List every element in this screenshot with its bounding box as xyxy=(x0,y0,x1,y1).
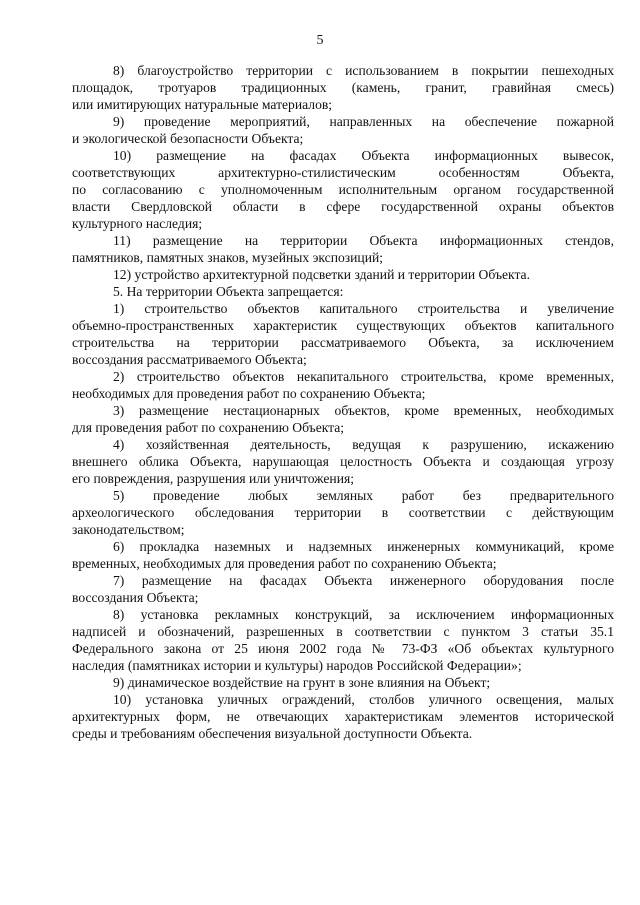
text-line: воссоздания Объекта; xyxy=(72,590,199,605)
text-line: внешнего облика Объекта, нарушающая целостность Объекта и создающая угрозу xyxy=(72,454,614,469)
text-line: временных, необходимых для проведения работ по сохранению Объекта; xyxy=(72,556,497,571)
text-line: соответствующих архитектурно-стилистическим особенностям Объекта, xyxy=(72,165,614,180)
document-body xyxy=(72,62,614,742)
text-line: необходимых для проведения работ по сохранению Объекта; xyxy=(72,386,426,401)
text-line: архитектурных форм, не отвечающих характеристикам элементов исторической xyxy=(72,709,614,724)
text-line: 4) хозяйственная деятельность, ведущая к разрушению, искажению xyxy=(113,437,614,452)
text-line: археологического обследования территории в соответствии с действующим xyxy=(72,505,614,520)
text-line: Федерального закона от 25 июня 2002 года № 73-ФЗ «Об объектах культурного xyxy=(72,641,614,656)
text-line: 2) строительство объектов некапитального строительства, кроме временных, xyxy=(113,369,614,384)
text-line: по согласованию с уполномоченным исполнительным органом государственной xyxy=(72,182,614,197)
text-line: 12) устройство архитектурной подсветки зданий и территории Объекта. xyxy=(113,267,530,282)
text-line: его повреждения, разрушения или уничтожения; xyxy=(72,471,355,486)
text-line: 11) размещение на территории Объекта информационных стендов, xyxy=(113,233,614,248)
text-line: 8) установка рекламных конструкций, за исключением информационных xyxy=(113,607,614,622)
text-line: 1) строительство объектов капитального строительства и увеличение xyxy=(113,301,614,316)
text-line: 9) проведение мероприятий, направленных на обеспечение пожарной xyxy=(113,114,614,129)
text-line: 10) установка уличных ограждений, столбов уличного освещения, малых xyxy=(113,692,614,707)
text-line: 8) благоустройство территории с использованием в покрытии пешеходных xyxy=(113,63,614,78)
text-line: площадок, тротуаров традиционных (камень, гранит, гравийная смесь) xyxy=(72,80,614,95)
text-line: 6) прокладка наземных и надземных инженерных коммуникаций, кроме xyxy=(113,539,614,554)
text-line: 3) размещение нестационарных объектов, кроме временных, необходимых xyxy=(113,403,614,418)
text-line: 9) динамическое воздействие на грунт в зоне влияния на Объект; xyxy=(113,675,491,690)
text-line: и экологической безопасности Объекта; xyxy=(72,131,304,146)
text-line: объемно-пространственных характеристик существующих объектов капитального xyxy=(72,318,614,333)
text-line: 5. На территории Объекта запрещается: xyxy=(113,284,344,299)
text-line: власти Свердловской области в сфере государственной охраны объектов xyxy=(72,199,614,214)
text-line: строительства на территории рассматриваемого Объекта, за исключением xyxy=(72,335,614,350)
text-line: 5) проведение любых земляных работ без предварительного xyxy=(113,488,614,503)
text-line: памятников, памятных знаков, музейных экспозиций; xyxy=(72,250,384,265)
text-line: 7) размещение на фасадах Объекта инженерного оборудования после xyxy=(113,573,614,588)
text-line: воссоздания рассматриваемого Объекта; xyxy=(72,352,307,367)
text-line: для проведения работ по сохранению Объекта; xyxy=(72,420,345,435)
page-number: 5 xyxy=(316,33,324,48)
text-line: или имитирующих натуральные материалов; xyxy=(72,97,333,112)
text-line: 10) размещение на фасадах Объекта информационных вывесок, xyxy=(113,148,614,163)
text-line: культурного наследия; xyxy=(72,216,203,231)
text-line: надписей и обозначений, разрешенных в соответствии с пунктом 3 статьи 35.1 xyxy=(72,624,614,639)
text-line: законодательством; xyxy=(72,522,185,537)
text-line: среды и требованиям обеспечения визуальной доступности Объекта. xyxy=(72,726,473,741)
text-line: наследия (памятниках истории и культуры) народов Российской Федерации»; xyxy=(72,658,522,673)
